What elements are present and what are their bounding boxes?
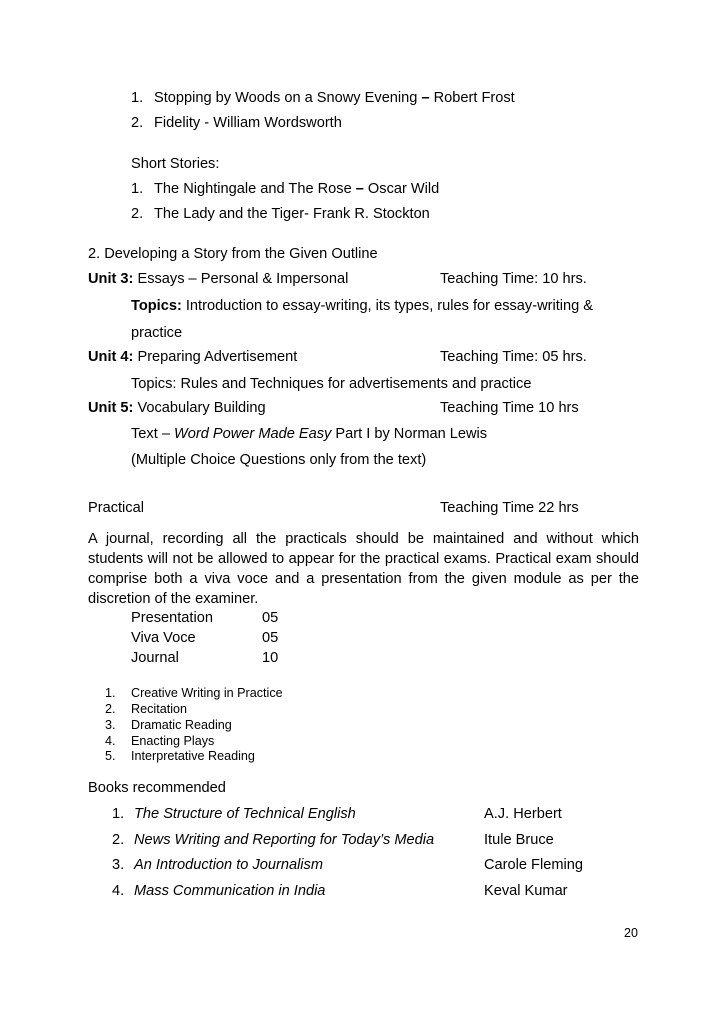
story-item-1 (154, 181, 439, 197)
dash-separator: – (351, 181, 368, 197)
teaching-time: Teaching Time 10 hrs (440, 400, 579, 416)
unit5-line (88, 400, 266, 416)
list-number: 2. (105, 702, 116, 716)
activity-item: Interpretative Reading (131, 749, 255, 763)
unit-title: Preparing Advertisement (133, 349, 298, 365)
story-title: The Nightingale and The Rose (154, 181, 352, 197)
poem-item-2: Fidelity - William Wordsworth (154, 115, 342, 131)
unit4-line (88, 349, 297, 365)
unit-title: Essays – Personal & Impersonal (133, 271, 349, 287)
book-title: The Structure of Technical English (134, 806, 356, 822)
marks-value: 05 (262, 610, 279, 626)
story-author: Oscar Wild (367, 181, 440, 197)
unit5-note: (Multiple Choice Questions only from the text) (131, 452, 427, 468)
unit-label: Unit 3: (88, 271, 134, 287)
book-title: Mass Communication in India (134, 883, 326, 899)
book-title: An Introduction to Journalism (134, 857, 324, 873)
marks-value: 05 (262, 630, 279, 646)
list-number: 1. (131, 90, 144, 106)
list-number: 3. (105, 718, 116, 732)
books-heading: Books recommended (88, 780, 226, 796)
topics-continuation: practice (131, 325, 183, 341)
book-author: Keval Kumar (484, 883, 568, 899)
list-number: 4. (112, 883, 125, 899)
unit5-text (131, 426, 487, 442)
list-number: 5. (105, 749, 116, 763)
short-stories-heading: Short Stories: (131, 156, 220, 172)
list-number: 2. (131, 206, 144, 222)
book-title: Word Power Made Easy (174, 426, 332, 442)
text-suffix: Part I by Norman Lewis (331, 426, 488, 442)
teaching-time: Teaching Time: 05 hrs. (440, 349, 587, 365)
list-number: 4. (105, 734, 116, 748)
practical-heading: Practical (88, 500, 144, 516)
activity-item: Enacting Plays (131, 734, 215, 748)
unit4-topics: Topics: Rules and Techniques for advertisements and practice (131, 376, 532, 392)
marks-item: Viva Voce (131, 630, 196, 646)
topics-text: Introduction to essay-writing, its types, rules for essay-writing & (181, 298, 594, 314)
page-number: 20 (624, 926, 638, 940)
unit-title: Vocabulary Building (133, 400, 266, 416)
activity-item: Dramatic Reading (131, 718, 232, 732)
activity-item: Recitation (131, 702, 188, 716)
unit-label: Unit 4: (88, 349, 134, 365)
list-number: 2. (131, 115, 144, 131)
poem-item-1 (154, 90, 515, 106)
activity-item: Creative Writing in Practice (131, 686, 283, 700)
marks-item: Journal (131, 650, 179, 666)
unit3-line (88, 271, 348, 287)
list-number: 1. (105, 686, 116, 700)
dash-separator: – (417, 90, 434, 106)
topics-label: Topics: (131, 298, 182, 314)
list-number: 1. (112, 806, 125, 822)
text-prefix: Text – (131, 426, 174, 442)
poem-author: Robert Frost (433, 90, 515, 106)
book-author: Itule Bruce (484, 832, 554, 848)
book-title: News Writing and Reporting for Today’s Media (134, 832, 435, 848)
book-author: A.J. Herbert (484, 806, 562, 822)
poem-title: Stopping by Woods on a Snowy Evening (154, 90, 418, 106)
book-author: Carole Fleming (484, 857, 583, 873)
list-number: 2. (112, 832, 125, 848)
practical-para-line-3: comprise both a viva voce and a presentation from the given module as per the (88, 571, 639, 587)
list-number: 3. (112, 857, 125, 873)
marks-value: 10 (262, 650, 279, 666)
practical-para-line-4: discretion of the examiner. (88, 591, 259, 607)
marks-item: Presentation (131, 610, 213, 626)
story-item-2: The Lady and the Tiger- Frank R. Stockton (154, 206, 430, 222)
practical-para-line-2: students will not be allowed to appear for the practical exams. Practical exam should (88, 551, 639, 567)
list-number: 1. (131, 181, 144, 197)
unit-label: Unit 5: (88, 400, 134, 416)
teaching-time: Teaching Time 22 hrs (440, 500, 579, 516)
teaching-time: Teaching Time: 10 hrs. (440, 271, 587, 287)
practical-para-line-1: A journal, recording all the practicals should be maintained and without which (88, 531, 639, 547)
unit3-topics (131, 298, 593, 314)
section-heading: 2. Developing a Story from the Given Outline (88, 246, 378, 262)
